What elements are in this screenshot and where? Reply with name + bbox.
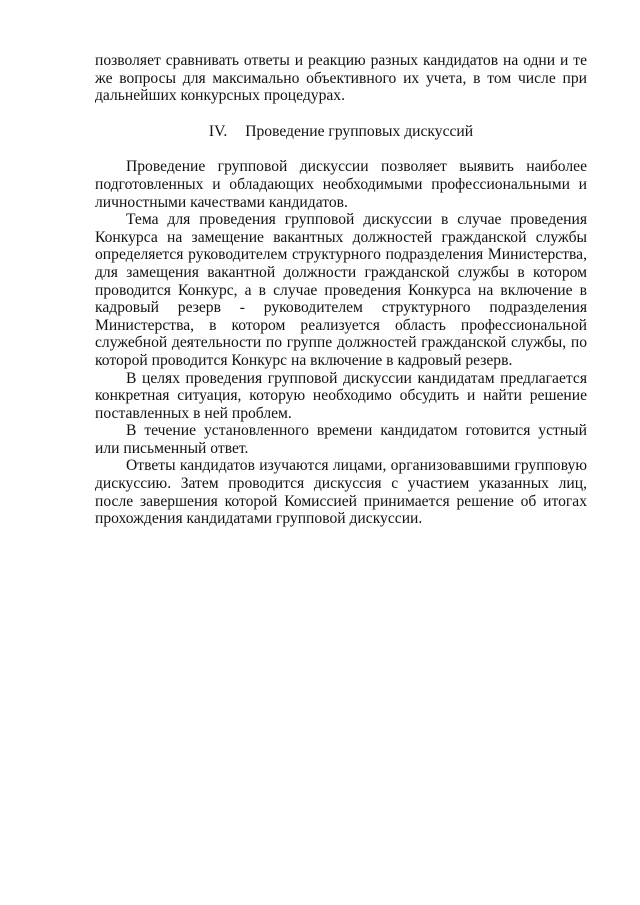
paragraph: В течение установленного времени кандидатом готовится устный или письменный ответ. xyxy=(95,422,587,457)
paragraph: Проведение групповой дискуссии позволяет выявить наиболее подготовленных и обладающих необходимыми профессиональными и личностными качествами кандидатов. xyxy=(95,158,587,211)
intro-paragraph: позволяет сравнивать ответы и реакцию разных кандидатов на одни и те же вопросы для максимально объективного их учета, в том числе при дальнейших конкурсных процедурах. xyxy=(95,52,587,105)
section-heading xyxy=(95,123,587,141)
section-number: IV. xyxy=(208,122,228,140)
paragraph: В целях проведения групповой дискуссии кандидатам предлагается конкретная ситуация, которую необходимо обсудить и найти решение поставленных в ней проблем. xyxy=(95,369,587,422)
paragraph: Ответы кандидатов изучаются лицами, организовавшими групповую дискуссию. Затем проводится дискуссия с участием указанных лиц, после завершения которой Комиссией принимается решение об итогах прохождения кандидатами групповой дискуссии. xyxy=(95,457,587,528)
section-title: Проведение групповых дискуссий xyxy=(245,122,474,140)
document-body xyxy=(95,52,587,528)
paragraph: Тема для проведения групповой дискуссии в случае проведения Конкурса на замещение вакантных должностей гражданской службы определяется руководителем структурного подразделения Министерства, для замещения вакантной должности гражданской службы в котором проводится Конкурс, а в случае проведения Конкурса на включение в кадровый резерв - руководителем структурного подразделения Министерства, в котором реализуется область профессиональной служебной деятельности по группе должностей гражданской службы, по которой проводится Конкурс на включение в кадровый резерв. xyxy=(95,211,587,369)
